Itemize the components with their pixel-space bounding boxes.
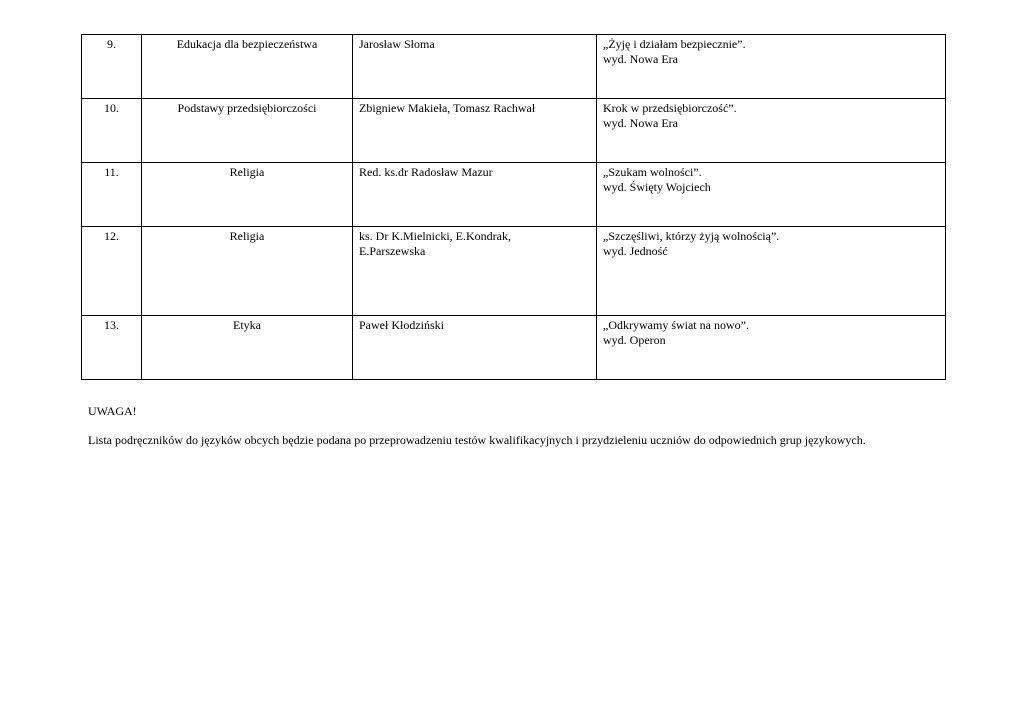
book-cell bbox=[597, 163, 946, 227]
book-cell bbox=[597, 316, 946, 380]
table-row bbox=[82, 35, 946, 99]
row-number: 12. bbox=[82, 227, 142, 316]
author-line: E.Parszewska bbox=[359, 244, 426, 258]
table-row bbox=[82, 316, 946, 380]
subject-cell: Religia bbox=[142, 163, 353, 227]
author-line: Jarosław Słoma bbox=[359, 37, 435, 51]
subject-cell: Edukacja dla bezpieczeństwa bbox=[142, 35, 353, 99]
note-heading: UWAGA! bbox=[88, 404, 137, 418]
author-line: Red. ks.dr Radosław Mazur bbox=[359, 165, 493, 179]
author-cell bbox=[353, 227, 597, 316]
author-cell bbox=[353, 99, 597, 163]
publisher: wyd. Nowa Era bbox=[603, 52, 678, 66]
table-row bbox=[82, 163, 946, 227]
textbook-table bbox=[81, 34, 946, 380]
book-cell bbox=[597, 227, 946, 316]
subject-cell: Religia bbox=[142, 227, 353, 316]
book-cell bbox=[597, 35, 946, 99]
author-line: Zbigniew Makieła, Tomasz Rachwał bbox=[359, 101, 536, 115]
author-cell bbox=[353, 35, 597, 99]
author-line: Paweł Kłodziński bbox=[359, 318, 444, 332]
subject-cell: Podstawy przedsiębiorczości bbox=[142, 99, 353, 163]
row-number: 11. bbox=[82, 163, 142, 227]
book-title: Krok w przedsiębiorczość”. bbox=[603, 101, 737, 115]
publisher: wyd. Nowa Era bbox=[603, 116, 678, 130]
book-title: „Żyję i działam bezpiecznie”. bbox=[603, 37, 746, 51]
book-title: „Odkrywamy świat na nowo”. bbox=[603, 318, 749, 332]
author-cell bbox=[353, 316, 597, 380]
author-line: ks. Dr K.Mielnicki, E.Kondrak, bbox=[359, 229, 511, 243]
table-row bbox=[82, 99, 946, 163]
book-title: „Szukam wolności”. bbox=[603, 165, 702, 179]
publisher: wyd. Jedność bbox=[603, 244, 668, 258]
author-cell bbox=[353, 163, 597, 227]
book-title: „Szczęśliwi, którzy żyją wolnością”. bbox=[603, 229, 780, 243]
publisher: wyd. Operon bbox=[603, 333, 666, 347]
row-number: 10. bbox=[82, 99, 142, 163]
book-cell bbox=[597, 99, 946, 163]
subject-cell: Etyka bbox=[142, 316, 353, 380]
publisher: wyd. Święty Wojciech bbox=[603, 180, 711, 194]
table-row bbox=[82, 227, 946, 316]
row-number: 9. bbox=[82, 35, 142, 99]
note-text: Lista podręczników do języków obcych będzie podana po przeprowadzeniu testów kwalifikacyjnych i przydzieleniu uczniów do odpowiednich grup językowych. bbox=[88, 433, 866, 447]
row-number: 13. bbox=[82, 316, 142, 380]
